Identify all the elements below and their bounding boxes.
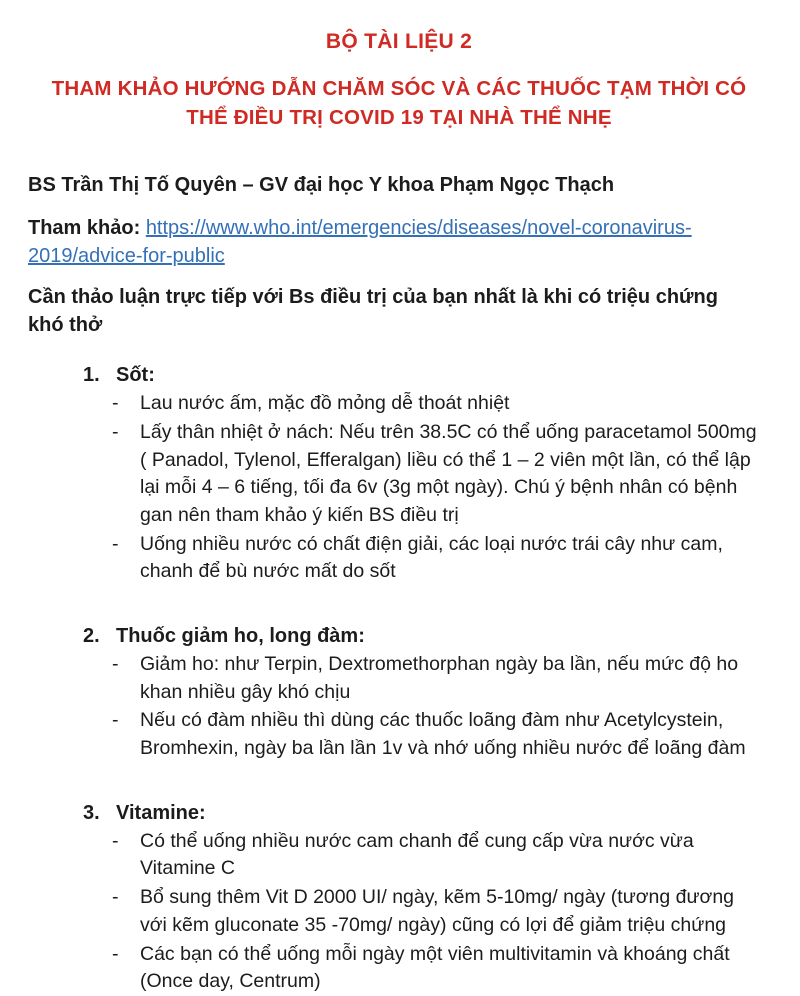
list-item-text: Giảm ho: như Terpin, Dextromethorphan ngày ba lần, nếu mức độ ho khan nhiều gây khó chịu bbox=[140, 653, 739, 703]
list-item-text: Uống nhiều nước có chất điện giải, các loại nước trái cây như cam, chanh để bù nước mất do sốt bbox=[140, 532, 723, 583]
list-item bbox=[28, 419, 770, 530]
list-item-text: Bổ sung thêm Vit D 2000 UI/ ngày, kẽm 5-10mg/ ngày (tương đương với kẽm gluconate 35 -70mg/ ngày) cũng có lợi để giảm triệu chứng bbox=[140, 886, 735, 936]
dash-marker: - bbox=[112, 392, 119, 415]
section-title: Vitamine: bbox=[116, 801, 206, 824]
author-line: BS Trần Thị Tố Quyên – GV đại học Y khoa Phạm Ngọc Thạch bbox=[28, 174, 615, 197]
page-subtitle: THAM KHẢO HƯỚNG DẪN CHĂM SÓC VÀ CÁC THUỐC TẠM THỜI CÓ THỂ ĐIỀU TRỊ COVID 19 TẠI NHÀ THỂ NHẸ bbox=[51, 77, 747, 130]
list-item-text: Có thể uống nhiều nước cam chanh để cung cấp vừa nước vừa Vitamine C bbox=[140, 829, 694, 880]
list-item bbox=[28, 531, 770, 586]
dash-marker: - bbox=[112, 653, 119, 676]
section-title: Sốt: bbox=[116, 364, 155, 387]
section-number: 1. bbox=[83, 364, 100, 387]
reference-label: Tham khảo: bbox=[28, 217, 141, 240]
dash-marker: - bbox=[112, 886, 119, 909]
intro-paragraph: Cần thảo luận trực tiếp với Bs điều trị của bạn nhất là khi có triệu chứng khó thở bbox=[28, 286, 718, 337]
section-fever bbox=[28, 361, 770, 586]
section-heading bbox=[28, 622, 770, 650]
section-heading bbox=[28, 799, 770, 827]
dash-marker: - bbox=[112, 532, 119, 555]
reference-link[interactable]: https://www.who.int/emergencies/diseases/novel-coronavirus-2019/advice-for-public bbox=[28, 217, 692, 268]
dash-marker: - bbox=[112, 709, 119, 732]
section-number: 2. bbox=[83, 625, 100, 648]
section-cough bbox=[28, 622, 770, 763]
list-item bbox=[28, 828, 770, 883]
list-item bbox=[28, 651, 770, 706]
section-heading bbox=[28, 361, 770, 389]
list-item bbox=[28, 707, 770, 762]
list-item bbox=[28, 941, 770, 996]
dash-marker: - bbox=[112, 942, 119, 965]
list-item bbox=[28, 390, 770, 418]
section-title: Thuốc giảm ho, long đàm: bbox=[116, 625, 365, 648]
dash-marker: - bbox=[112, 420, 119, 443]
reference-line bbox=[28, 214, 770, 270]
dash-marker: - bbox=[112, 829, 119, 852]
list-item-text: Lấy thân nhiệt ở nách: Nếu trên 38.5C có thể uống paracetamol 500mg ( Panadol, Tylenol, Efferalgan) liều có thể 1 – 2 viên một lần, có thể lập lại mỗi 4 – 6 tiếng, tối đa 6v (3g một ngày). Chú ý bệnh nhân có bệnh gan nên tham khảo ý kiến BS điều trị bbox=[140, 420, 757, 526]
list-item-text: Các bạn có thể uống mỗi ngày một viên multivitamin và khoáng chất (Once day, Centrum) bbox=[140, 942, 730, 993]
list-item-text: Lau nước ấm, mặc đồ mỏng dễ thoát nhiệt bbox=[140, 392, 510, 415]
page-title: BỘ TÀI LIỆU 2 bbox=[325, 30, 473, 53]
section-number: 3. bbox=[83, 801, 100, 824]
list-item bbox=[28, 884, 770, 939]
section-vitamins bbox=[28, 799, 770, 996]
list-item-text: Nếu có đàm nhiều thì dùng các thuốc loãng đàm như Acetylcystein, Bromhexin, ngày ba lần lần 1v và nhớ uống nhiều nước để loãng đàm bbox=[140, 709, 746, 760]
